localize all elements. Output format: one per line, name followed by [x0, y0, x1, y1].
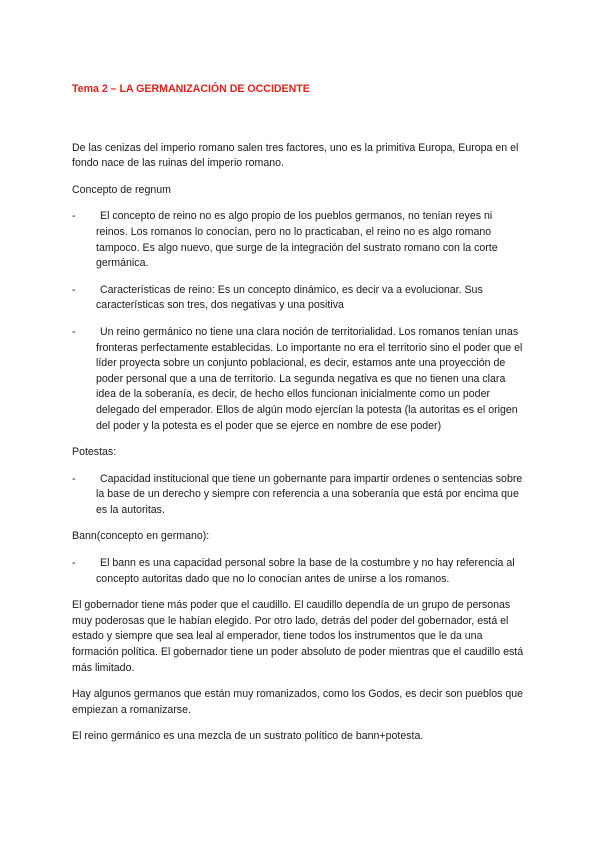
body-paragraph: Hay algunos germanos que están muy romanizados, como los Godos, es decir son pueblos que empiezan a romanizarse. — [72, 688, 524, 716]
body-paragraph: El reino germánico es una mezcla de un sustrato político de bann+potesta. — [72, 730, 424, 743]
list-item — [72, 556, 524, 587]
list-item-text: Un reino germánico no tiene una clara noción de territorialidad. Los romanos tenían unas fronteras perfectamente establecidas. Lo importante no era el territorio sino el poder que el líder proyecta sobre un conjunto poblacional, es decir, estamos ante una proyección de poder personal que a una de territorio. La segunda negativa es que no tienen una clara idea de la soberanía, es decir, de hecho ellos funcionan inicialmente como un poder delegado del emperador. Ellos de algún modo ejercían la potesta (la autoritas es el origen del poder y la potesta es el poder que se ejerce en nombre de ese poder) — [96, 325, 523, 432]
section-heading-bann: Bann(concepto en germano): — [72, 530, 210, 543]
list-item-text: Características de reino: Es un concepto dinámico, es decir va a evolucionar. Sus características son tres, dos negativas y una positiva — [96, 283, 483, 312]
section-heading-potestas: Potestas: — [72, 446, 117, 459]
list-item — [72, 472, 524, 519]
bullet-dash: - — [72, 472, 76, 485]
list-item — [72, 209, 524, 271]
document-title: Tema 2 – LA GERMANIZACIÓN DE OCCIDENTE — [72, 83, 310, 95]
bullet-dash: - — [72, 283, 76, 296]
document-page — [72, 82, 524, 756]
list-item-text: El concepto de reino no es algo propio de los pueblos germanos, no tenían reyes ni reinos. Los romanos lo conocían, pero no lo practicaban, el reino no es algo romano tampoco. Es algo nuevo, que surge de la integración del sustrato romano con la corte germánica. — [96, 210, 498, 270]
section-heading-regnum: Concepto de regnum — [72, 183, 171, 196]
bullet-dash: - — [72, 325, 76, 338]
list-item — [72, 325, 524, 434]
bullet-dash: - — [72, 210, 76, 223]
list-item-text: Capacidad institucional que tiene un gobernante para impartir ordenes o sentencias sobre la base de un derecho y siempre con referencia a una soberanía que está por encima que es la autoritas. — [96, 472, 523, 516]
intro-paragraph: De las cenizas del imperio romano salen tres factores, uno es la primitiva Europa, Europa en el fondo nace de las ruinas del imperio romano. — [72, 141, 519, 170]
body-paragraph: El gobernador tiene más poder que el caudillo. El caudillo dependía de un grupo de personas muy poderosas que le habían elegido. Por otro lado, detrás del poder del gobernador, está el estado y siempre que sea leal al emperador, tiene todos los instrumentos que le da una formación política. El gobernador tiene un poder absoluto de poder mientras que el caudillo está más limitado. — [72, 599, 524, 674]
list-item-text: El bann es una capacidad personal sobre la base de la costumbre y no hay referencia al concepto autoritas dado que no lo conocían antes de unirse a los romanos. — [96, 557, 515, 585]
bullet-dash: - — [72, 557, 76, 570]
list-item — [72, 283, 524, 314]
